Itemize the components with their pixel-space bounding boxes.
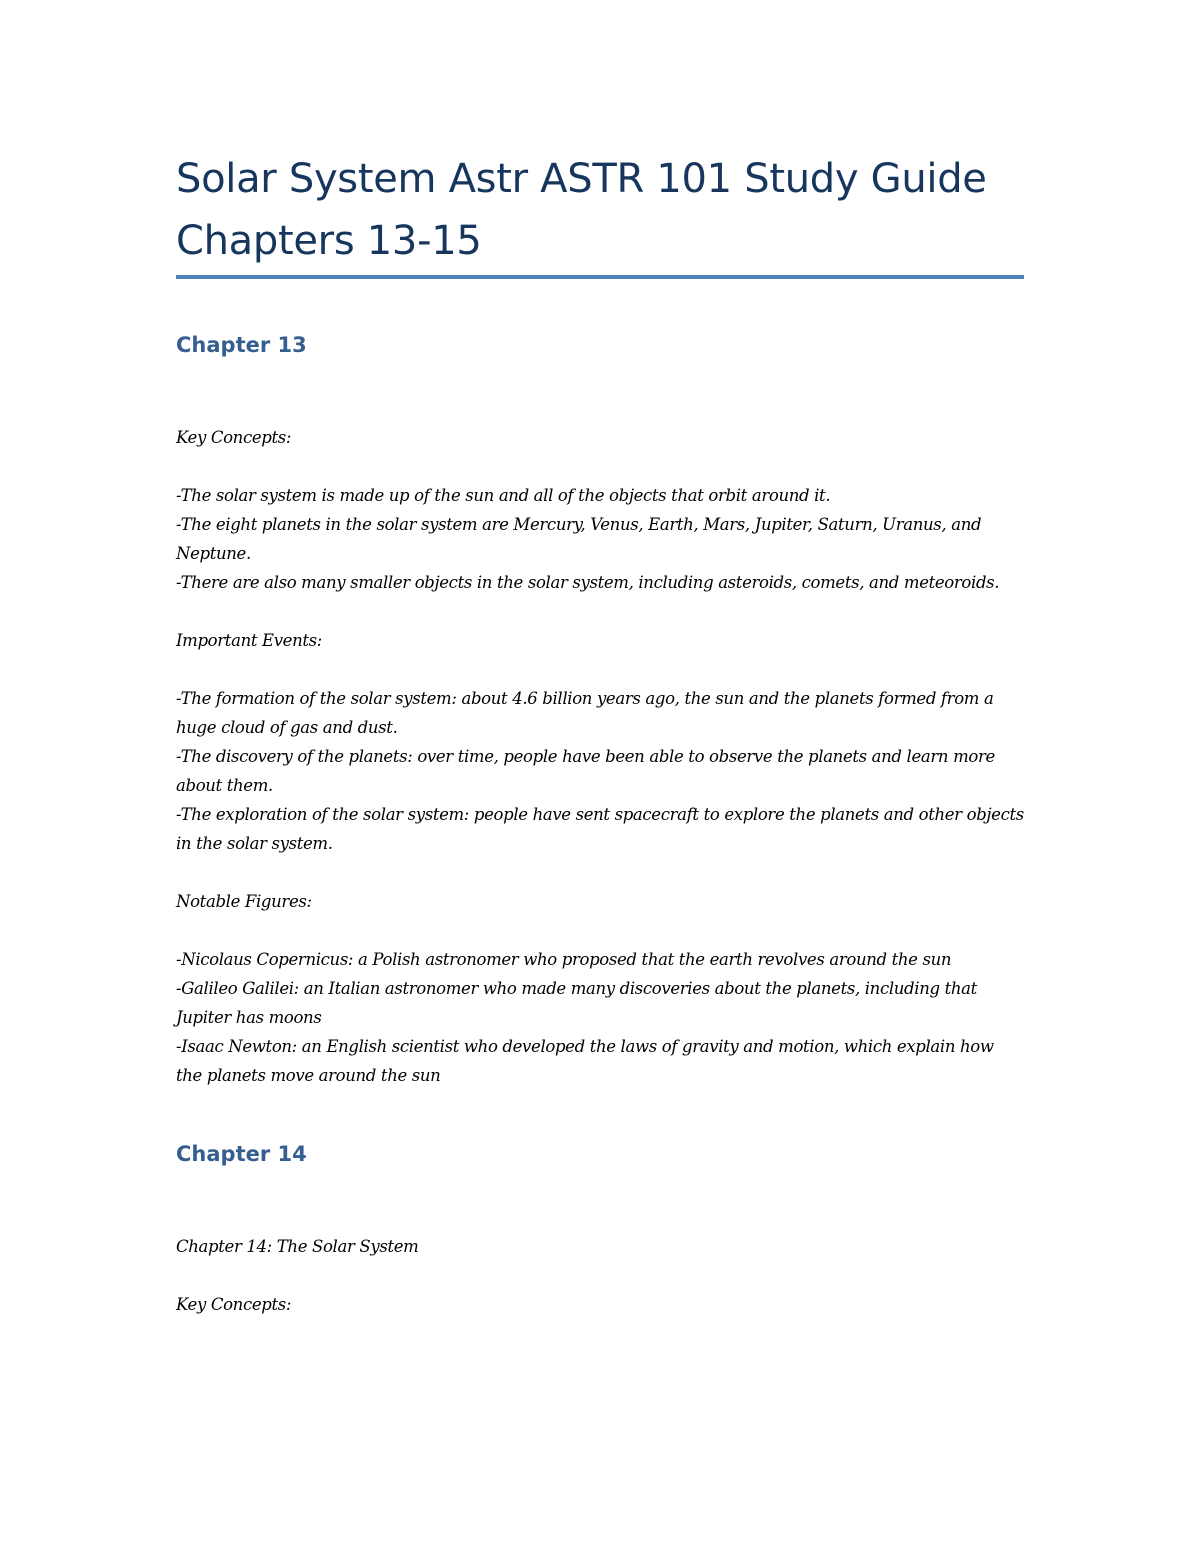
list-item: -There are also many smaller objects in the solar system, including asteroids, comets, and meteoroids. [176, 573, 1000, 592]
list-item: -Isaac Newton: an English scientist who developed the laws of gravity and motion, which explain how the planets move around the sun [176, 1037, 994, 1085]
chapter-14-body [176, 1232, 1024, 1319]
notable-figures-list [176, 945, 1024, 1090]
list-item: -The solar system is made up of the sun and all of the objects that orbit around it. [176, 486, 831, 505]
list-item: -The exploration of the solar system: people have sent spacecraft to explore the planets and other objects in the solar system. [176, 805, 1024, 853]
list-item: -The formation of the solar system: about 4.6 billion years ago, the sun and the planets formed from a huge cloud of gas and dust. [176, 689, 994, 737]
key-concepts-label: Key Concepts: [176, 428, 292, 447]
list-item: -Galileo Galilei: an Italian astronomer who made many discoveries about the planets, including that Jupiter has moons [176, 979, 977, 1027]
list-item: -Nicolaus Copernicus: a Polish astronomer who proposed that the earth revolves around the sun [176, 950, 952, 969]
chapter-13-heading: Chapter 13 [176, 333, 307, 357]
title-underline-rule [176, 275, 1024, 279]
chapter-14-subtitle: Chapter 14: The Solar System [176, 1237, 419, 1256]
important-events-list [176, 684, 1024, 858]
notable-figures-label: Notable Figures: [176, 892, 312, 911]
key-concepts-list [176, 481, 1024, 597]
list-item: -The discovery of the planets: over time, people have been able to observe the planets and learn more about them. [176, 747, 995, 795]
key-concepts-label: Key Concepts: [176, 1295, 292, 1314]
chapter-14-heading: Chapter 14 [176, 1142, 307, 1166]
document-title [176, 148, 1024, 272]
chapter-13-body [176, 423, 1024, 1090]
document-content [176, 148, 1024, 1319]
document-title-line-1: Solar System Astr ASTR 101 Study Guide [176, 156, 987, 202]
list-item: -The eight planets in the solar system are Mercury, Venus, Earth, Mars, Jupiter, Saturn, Uranus, and Neptune. [176, 515, 982, 563]
important-events-label: Important Events: [176, 631, 322, 650]
document-title-line-2: Chapters 13-15 [176, 218, 482, 264]
